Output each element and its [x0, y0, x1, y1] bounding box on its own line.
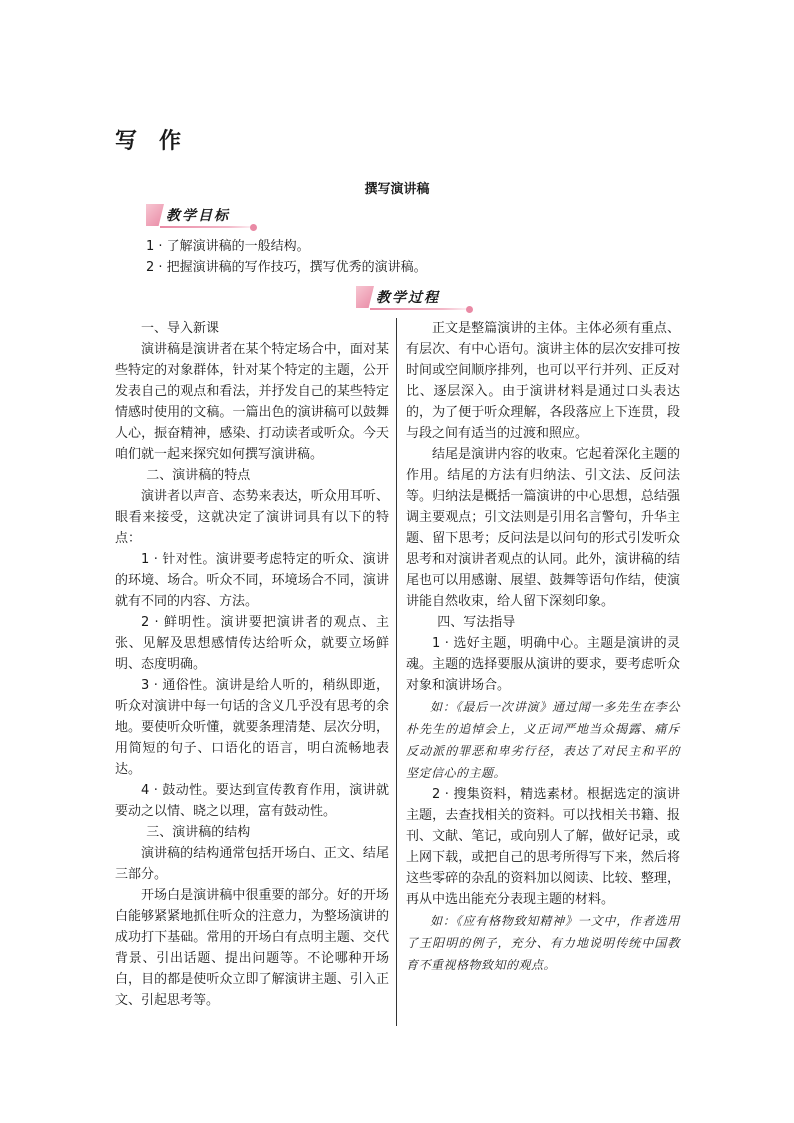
body-paragraph: 4 · 鼓动性。要达到宣传教育作用，演讲就要动之以情、晓之以理，富有鼓动性。	[115, 783, 389, 819]
section-heading: 三、演讲稿的结构	[146, 825, 251, 840]
left-column	[115, 318, 389, 1011]
body-paragraph: 2 · 鲜明性。演讲要把演讲者的观点、主张、见解及思想感情传达给听众，就要立场鲜明、态度明确。	[115, 615, 389, 672]
body-paragraph: 演讲稿是演讲者在某个特定场合中，面对某些特定的对象群体，针对某个特定的主题，公开发表自己的观点和看法，并抒发自己的某些特定情感时使用的文稿。一篇出色的演讲稿可以鼓舞人心，振奋精神，感染、打动读者或听众。今天咱们就一起来探究如何撰写演讲稿。	[115, 342, 389, 462]
section-heading: 四、写法指导	[437, 615, 516, 630]
body-paragraph: 2 · 搜集资料，精选素材。根据选定的演讲主题，去查找相关的资料。可以找相关书籍、报刊、文献、笔记，或向别人了解，做好记录，或上网下载，或把自己的思考所得写下来，然后将这些零碎的杂乱的资料加以阅读、比较、整理，再从中选出能充分表现主题的材料。	[406, 787, 680, 907]
pink-tag-icon	[356, 286, 374, 308]
column-divider	[396, 318, 397, 1026]
body-paragraph: 演讲稿的结构通常包括开场白、正文、结尾三部分。	[115, 846, 389, 882]
banner-underline	[160, 226, 258, 228]
objectives-list	[146, 236, 427, 278]
example-paragraph: 如：《应有格物致知精神》一文中，作者选用了王阳明的例子，充分、有力地说明传统中国教育不重视格物致知的观点。	[406, 914, 680, 972]
objective-item: 2 · 把握演讲稿的写作技巧，撰写优秀的演讲稿。	[146, 260, 427, 275]
objective-item: 1 · 了解演讲稿的一般结构。	[146, 239, 310, 254]
body-paragraph: 1 · 针对性。演讲要考虑特定的听众、演讲的环境、场合。听众不同，环境场合不同，演讲就有不同的内容、方法。	[115, 552, 389, 609]
body-paragraph: 3 · 通俗性。演讲是给人听的，稍纵即逝，听众对演讲中每一句话的含义几乎没有思考的余地。要使听众听懂，就要条理清楚、层次分明，用简短的句子、口语化的语言，明白流畅地表达。	[115, 678, 389, 777]
body-paragraph: 结尾是演讲内容的收束。它起着深化主题的作用。结尾的方法有归纳法、引文法、反问法等。归纳法是概括一篇演讲的中心思想，总结强调主要观点；引文法则是引用名言警句，升华主题、留下思考；反问法是以问句的形式引发听众思考和对演讲者观点的认同。此外，演讲稿的结尾也可以用感谢、展望、鼓舞等语句作结，使演讲能自然收束，给人留下深刻印象。	[406, 447, 680, 609]
process-banner-label: 教学过程	[376, 290, 440, 306]
pink-tag-icon	[146, 204, 164, 226]
pink-dot-icon	[466, 306, 473, 313]
section-heading: 二、演讲稿的特点	[146, 468, 251, 483]
body-paragraph: 开场白是演讲稿中很重要的部分。好的开场白能够紧紧地抓住听众的注意力，为整场演讲的成功打下基础。常用的开场白有点明主题、交代背景、引出话题、提出问题等。不论哪种开场白，目的都是使听众立即了解演讲主题、引入正文、引起思考等。	[115, 888, 389, 1008]
right-column	[406, 318, 680, 976]
example-paragraph: 如：《最后一次讲演》通过闻一多先生在李公朴先生的追悼会上，义正词严地当众揭露、痛斥反动派的罪恶和卑劣行径，表达了对民主和平的坚定信心的主题。	[406, 700, 680, 780]
pink-dot-icon	[250, 224, 257, 231]
process-banner	[356, 286, 474, 310]
banner-underline	[370, 308, 474, 310]
body-paragraph: 演讲者以声音、态势来表达，听众用耳听、眼看来接受，这就决定了演讲词具有以下的特点：	[115, 489, 389, 546]
body-paragraph: 1 · 选好主题，明确中心。主题是演讲的灵魂。主题的选择要服从演讲的要求，要考虑听众对象和演讲场合。	[406, 636, 680, 693]
objectives-banner	[146, 204, 258, 228]
article-title: 撰写演讲稿	[364, 182, 430, 197]
section-title: 写作	[115, 128, 204, 154]
section-heading: 一、导入新课	[141, 321, 220, 336]
objectives-banner-label: 教学目标	[166, 208, 230, 224]
body-paragraph: 正文是整篇演讲的主体。主体必须有重点、有层次、有中心语句。演讲主体的层次安排可按时间或空间顺序排列，也可以平行并列、正反对比、逐层深入。由于演讲材料是通过口头表达的，为了便于听众理解，各段落应上下连贯，段与段之间有适当的过渡和照应。	[406, 321, 680, 441]
